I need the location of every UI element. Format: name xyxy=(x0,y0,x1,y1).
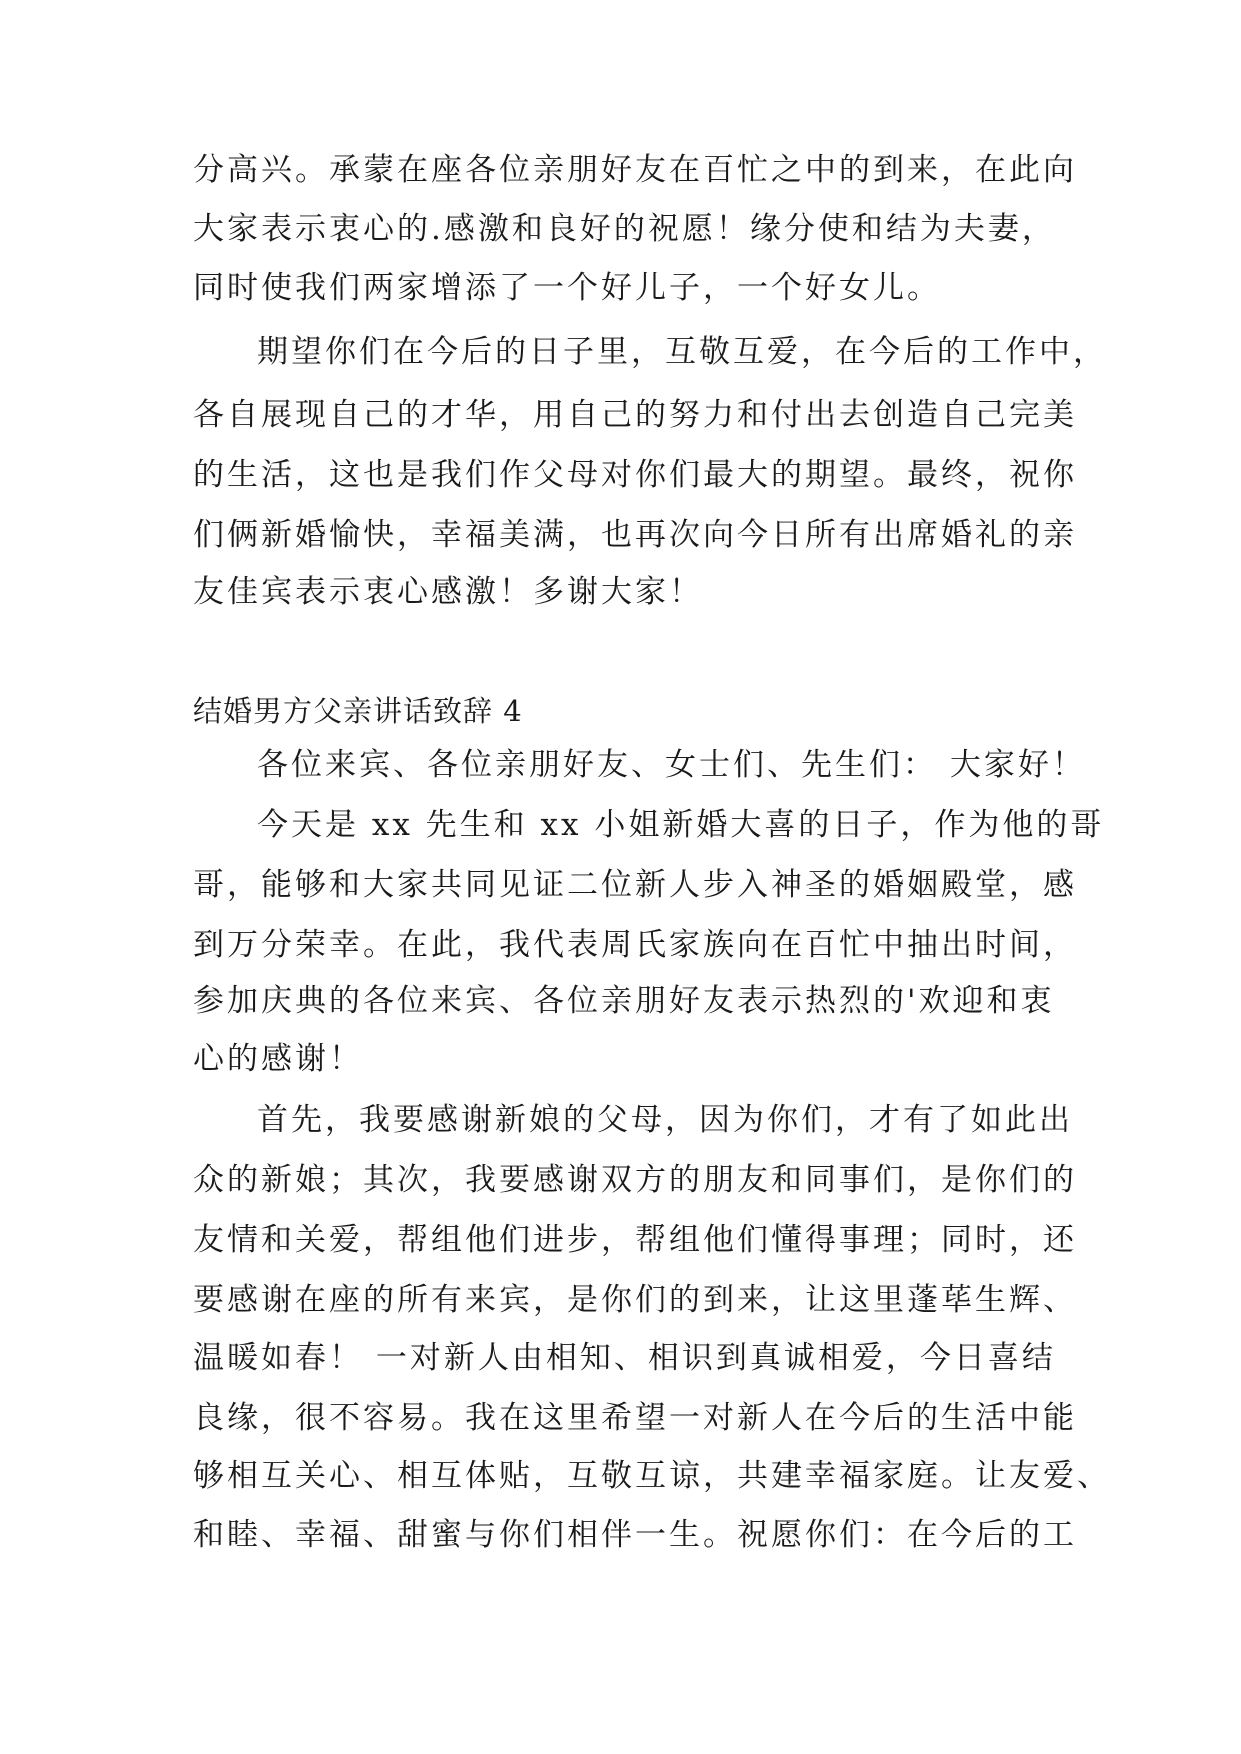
text-line: 首先，我要感谢新娘的父母，因为你们，才有了如此出 xyxy=(257,1102,1073,1138)
text-line: 期望你们在今后的日子里，互敬互爱，在今后的工作中， xyxy=(257,334,1107,370)
text-line: 友情和关爱，帮组他们进步，帮组他们懂得事理；同时，还 xyxy=(193,1222,1077,1258)
greeting-line: 各位来宾、各位亲朋好友、女士们、先生们： 大家好！ xyxy=(257,747,1086,783)
text-line: 分高兴。承蒙在座各位亲朋好友在百忙之中的到来，在此向 xyxy=(193,152,1077,188)
text-line: 参加庆典的各位来宾、各位亲朋好友表示热烈的'欢迎和衷 xyxy=(193,983,1055,1019)
text-line: 众的新娘；其次，我要感谢双方的朋友和同事们，是你们的 xyxy=(193,1162,1077,1198)
text-line: 哥，能够和大家共同见证二位新人步入神圣的婚姻殿堂，感 xyxy=(193,867,1077,903)
text-line: 各自展现自己的才华，用自己的努力和付出去创造自己完美 xyxy=(193,397,1077,433)
text-line: 和睦、幸福、甜蜜与你们相伴一生。祝愿你们：在今后的工 xyxy=(193,1517,1077,1553)
text-line: 心的感谢！ xyxy=(193,1041,363,1077)
text-line: 大家表示衷心的.感激和良好的祝愿！缘分使和结为夫妻， xyxy=(193,211,1056,247)
text-line: 到万分荣幸。在此，我代表周氏家族向在百忙中抽出时间， xyxy=(193,927,1077,963)
text-line: 们俩新婚愉快，幸福美满，也再次向今日所有出席婚礼的亲 xyxy=(193,517,1077,553)
text-line: 要感谢在座的所有来宾，是你们的到来，让这里蓬荜生辉、 xyxy=(193,1282,1077,1318)
text-line: 的生活，这也是我们作父母对你们最大的期望。最终，祝你 xyxy=(193,457,1077,493)
section-heading: 结婚男方父亲讲话致辞 4 xyxy=(193,694,523,728)
text-line: 良缘，很不容易。我在这里希望一对新人在今后的生活中能 xyxy=(193,1400,1077,1436)
text-line: 够相互关心、相互体贴，互敬互谅，共建幸福家庭。让友爱、 xyxy=(193,1458,1111,1494)
text-line: 今天是 xx 先生和 xx 小姐新婚大喜的日子，作为他的哥 xyxy=(257,807,1105,843)
text-line: 同时使我们两家增添了一个好儿子，一个好女儿。 xyxy=(193,270,941,306)
text-line: 温暖如春！ 一对新人由相知、相识到真诚相爱，今日喜结 xyxy=(193,1340,1056,1376)
text-line: 友佳宾表示衷心感激！多谢大家！ xyxy=(193,574,703,610)
